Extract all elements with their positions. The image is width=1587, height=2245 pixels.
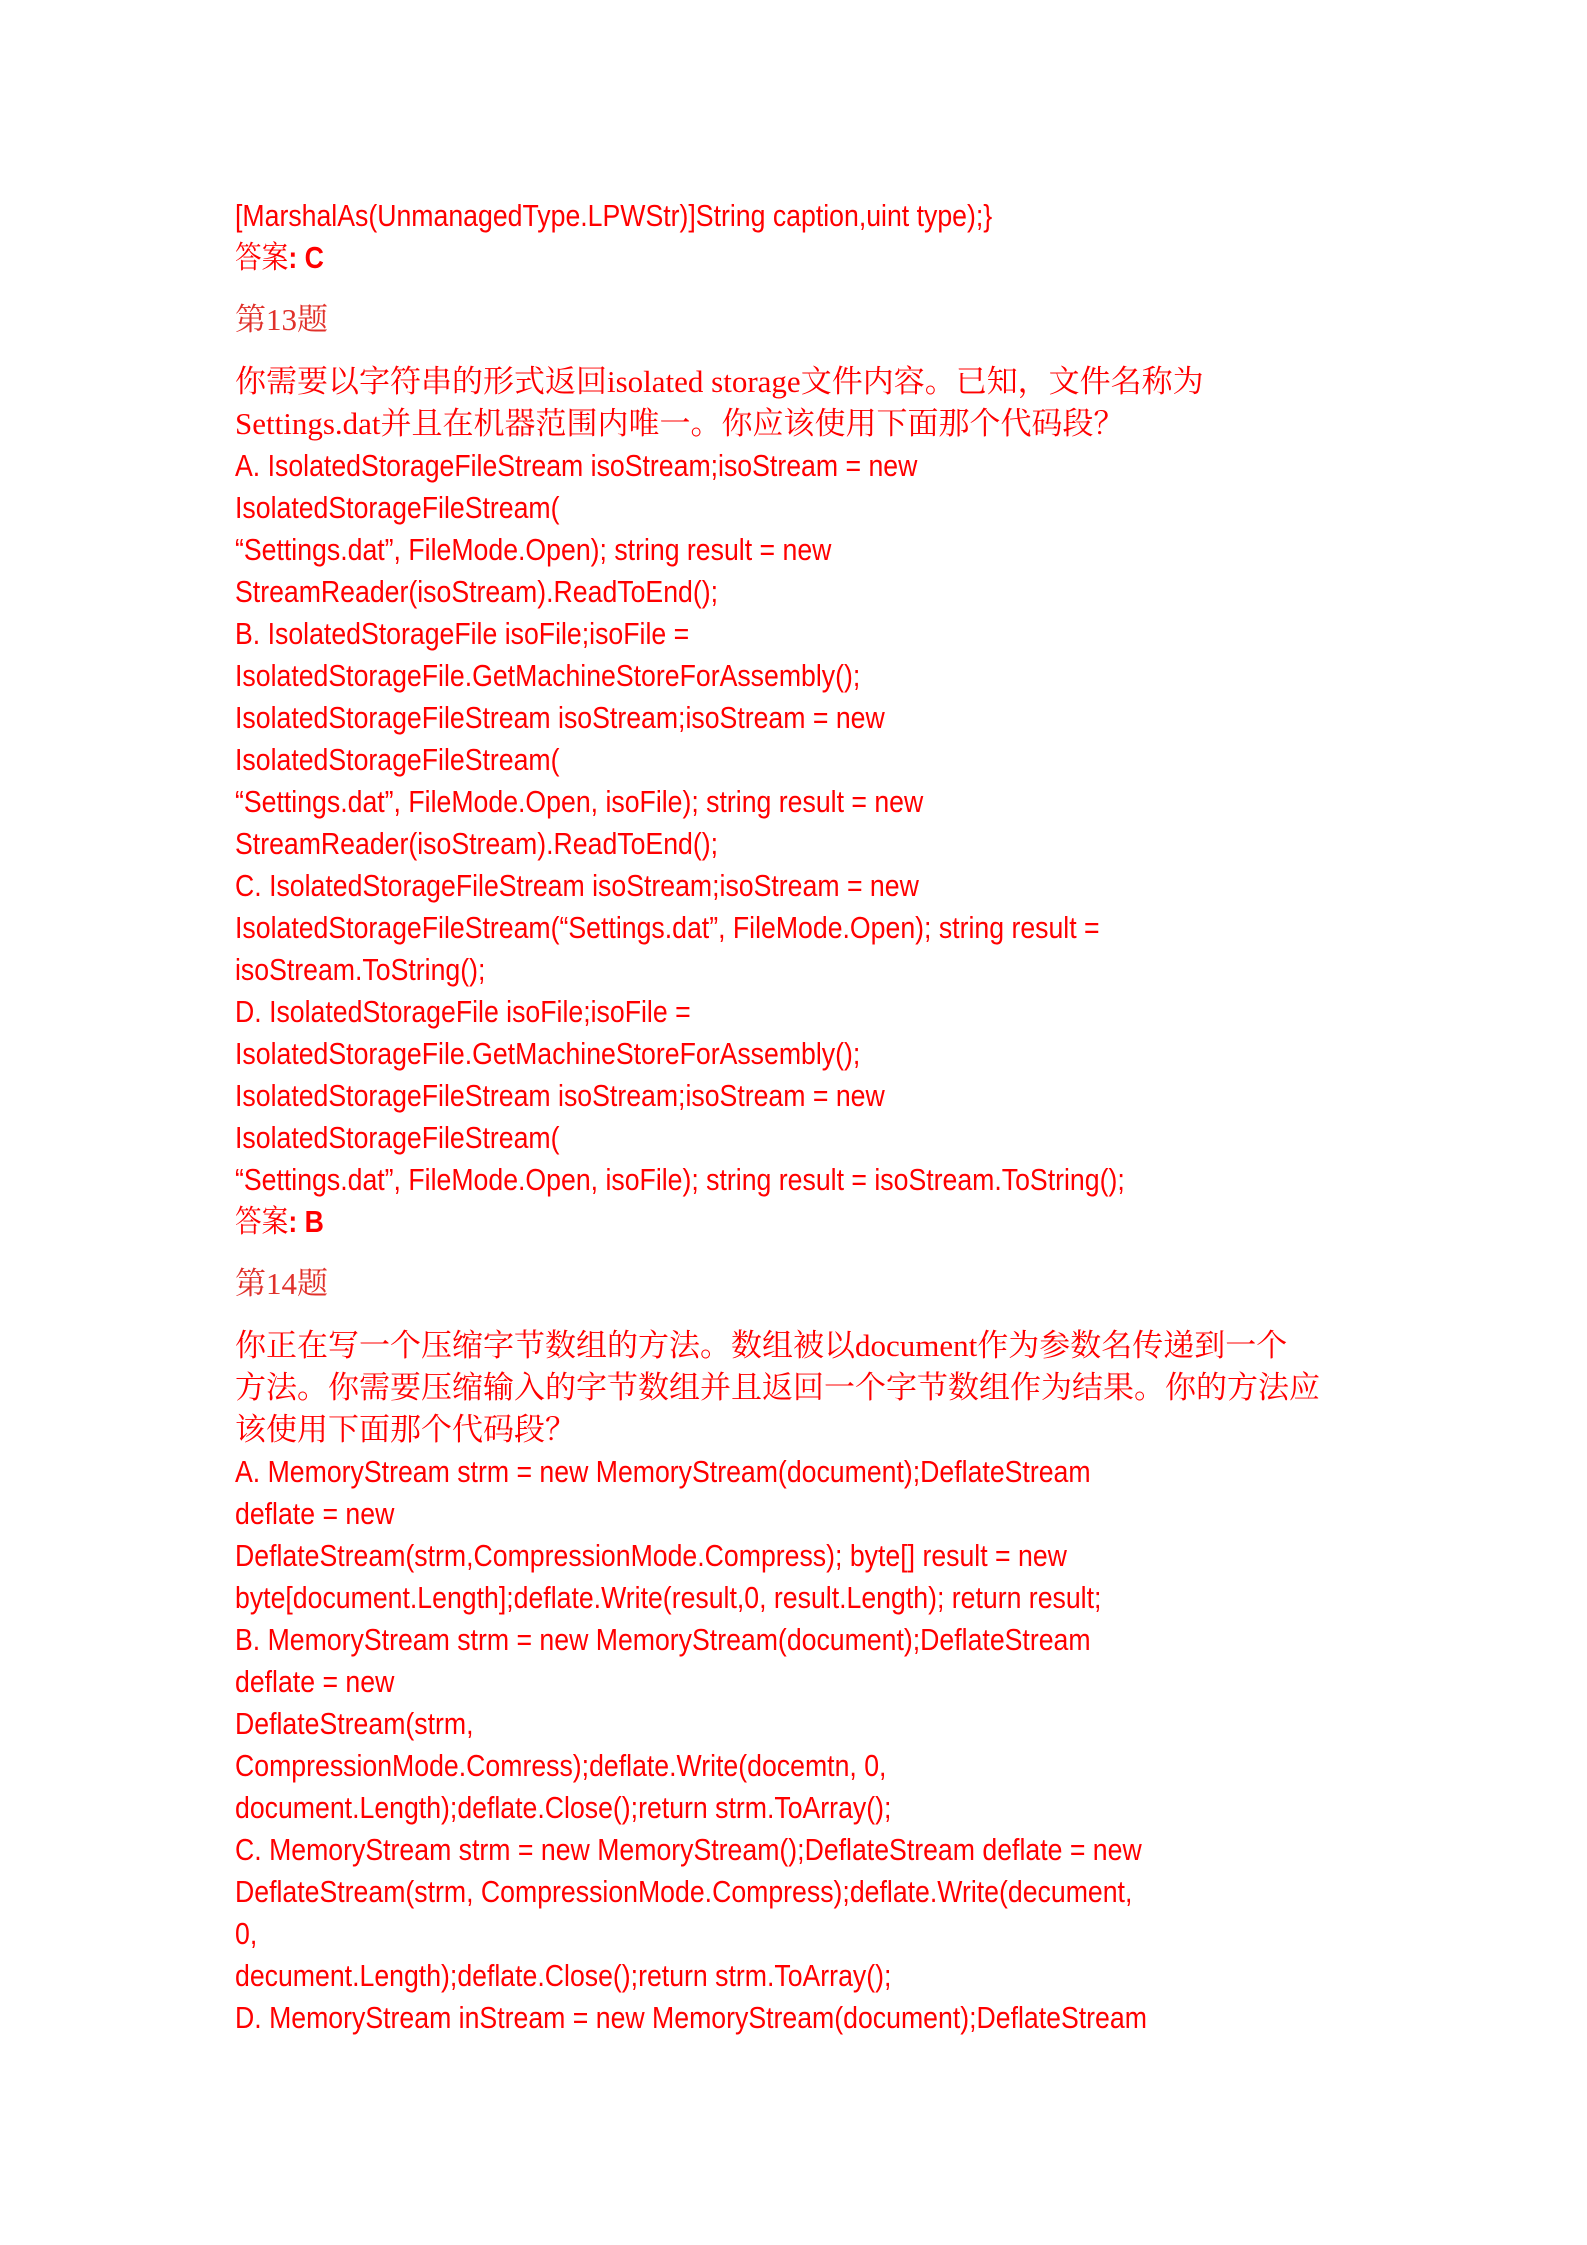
option-text: C. IsolatedStorageFileStream isoStream;isoStream = new xyxy=(235,868,919,903)
q14-option-line xyxy=(235,1787,1435,1829)
q14-option-line xyxy=(235,1451,1435,1493)
option-text: IsolatedStorageFile.GetMachineStoreForAssembly(); xyxy=(235,1036,861,1071)
q13-option-line xyxy=(235,1159,1435,1201)
q13-option-line xyxy=(235,949,1435,991)
q14-option-line xyxy=(235,1535,1435,1577)
option-text: B. MemoryStream strm = new MemoryStream(document);DeflateStream xyxy=(235,1622,1091,1657)
q13-question-line: Settings.dat并且在机器范围内唯一。你应该使用下面那个代码段？ xyxy=(235,406,1125,441)
q13-title: 第13题 xyxy=(235,302,328,337)
option-text: StreamReader(isoStream).ReadToEnd(); xyxy=(235,574,719,609)
option-text: A. MemoryStream strm = new MemoryStream(document);DeflateStream xyxy=(235,1454,1091,1489)
option-text: D. MemoryStream inStream = new MemoryStream(document);DeflateStream xyxy=(235,2000,1147,2035)
q14-option-line xyxy=(235,1703,1435,1745)
q13-option-line xyxy=(235,823,1435,865)
q14-question-line: 该使用下面那个代码段？ xyxy=(235,1412,576,1447)
q14-option-line xyxy=(235,1493,1435,1535)
option-text: IsolatedStorageFileStream(“Settings.dat”, FileMode.Open); string result = xyxy=(235,910,1100,945)
option-text: deflate = new xyxy=(235,1664,395,1699)
q13-option-line xyxy=(235,487,1435,529)
option-text: A. IsolatedStorageFileStream isoStream;isoStream = new xyxy=(235,448,918,483)
q14-option-line xyxy=(235,1913,1435,1955)
q12-answer: 答案: C xyxy=(235,240,324,275)
option-text: byte[document.Length];deflate.Write(result,0, result.Length); return result; xyxy=(235,1580,1102,1615)
option-text: deflate = new xyxy=(235,1496,395,1531)
q14-option-line xyxy=(235,1955,1435,1997)
q14-question-line: 你正在写一个压缩字节数组的方法。数组被以document作为参数名传递到一个 xyxy=(235,1328,1288,1363)
option-text: D. IsolatedStorageFile isoFile;isoFile = xyxy=(235,994,691,1029)
option-text: CompressionMode.Comress);deflate.Write(docemtn, 0, xyxy=(235,1748,887,1783)
q13-option-line xyxy=(235,445,1435,487)
option-text: DeflateStream(strm, xyxy=(235,1706,474,1741)
option-text: IsolatedStorageFileStream( xyxy=(235,490,560,525)
document-page xyxy=(235,195,1435,2039)
q13-option-line xyxy=(235,1033,1435,1075)
option-text: IsolatedStorageFileStream isoStream;isoStream = new xyxy=(235,700,885,735)
option-text: C. MemoryStream strm = new MemoryStream();DeflateStream deflate = new xyxy=(235,1832,1142,1867)
q13-option-line xyxy=(235,1075,1435,1117)
q14-option-line xyxy=(235,1871,1435,1913)
option-text: isoStream.ToString(); xyxy=(235,952,486,987)
q13-option-line xyxy=(235,529,1435,571)
option-text: IsolatedStorageFileStream( xyxy=(235,1120,560,1155)
q14-options xyxy=(235,1451,1435,2039)
q12-code-tail: [MarshalAs(UnmanagedType.LPWStr)]String caption,uint type);} xyxy=(235,198,993,233)
q14-title: 第14题 xyxy=(235,1266,328,1301)
option-text: DeflateStream(strm,CompressionMode.Compress); byte[] result = new xyxy=(235,1538,1067,1573)
option-text: 0, xyxy=(235,1916,258,1951)
option-text: IsolatedStorageFileStream isoStream;isoStream = new xyxy=(235,1078,885,1113)
q13-option-line xyxy=(235,781,1435,823)
q14-option-line xyxy=(235,1661,1435,1703)
q13-option-line xyxy=(235,697,1435,739)
q13-option-line xyxy=(235,907,1435,949)
q14-option-line xyxy=(235,1577,1435,1619)
option-text: StreamReader(isoStream).ReadToEnd(); xyxy=(235,826,719,861)
option-text: IsolatedStorageFile.GetMachineStoreForAssembly(); xyxy=(235,658,861,693)
option-text: IsolatedStorageFileStream( xyxy=(235,742,560,777)
option-text: “Settings.dat”, FileMode.Open, isoFile); string result = isoStream.ToString(); xyxy=(235,1162,1125,1197)
q14-option-line xyxy=(235,1619,1435,1661)
option-text: DeflateStream(strm, CompressionMode.Compress);deflate.Write(decument, xyxy=(235,1874,1133,1909)
q13-option-line xyxy=(235,739,1435,781)
q13-options xyxy=(235,445,1435,1201)
q13-option-line xyxy=(235,991,1435,1033)
q14-option-line xyxy=(235,1997,1435,2039)
q14-option-line xyxy=(235,1829,1435,1871)
q13-question-line: 你需要以字符串的形式返回isolated storage文件内容。已知，文件名称为 xyxy=(235,364,1204,399)
q13-answer: 答案: B xyxy=(235,1204,324,1239)
q13-option-line xyxy=(235,613,1435,655)
q14-question-line: 方法。你需要压缩输入的字节数组并且返回一个字节数组作为结果。你的方法应 xyxy=(235,1370,1320,1405)
option-text: document.Length);deflate.Close();return strm.ToArray(); xyxy=(235,1790,892,1825)
option-text: B. IsolatedStorageFile isoFile;isoFile = xyxy=(235,616,690,651)
q13-option-line xyxy=(235,865,1435,907)
option-text: “Settings.dat”, FileMode.Open, isoFile); string result = new xyxy=(235,784,924,819)
option-text: decument.Length);deflate.Close();return strm.ToArray(); xyxy=(235,1958,892,1993)
q13-option-line xyxy=(235,1117,1435,1159)
q14-option-line xyxy=(235,1745,1435,1787)
q13-option-line xyxy=(235,571,1435,613)
option-text: “Settings.dat”, FileMode.Open); string result = new xyxy=(235,532,832,567)
q13-option-line xyxy=(235,655,1435,697)
